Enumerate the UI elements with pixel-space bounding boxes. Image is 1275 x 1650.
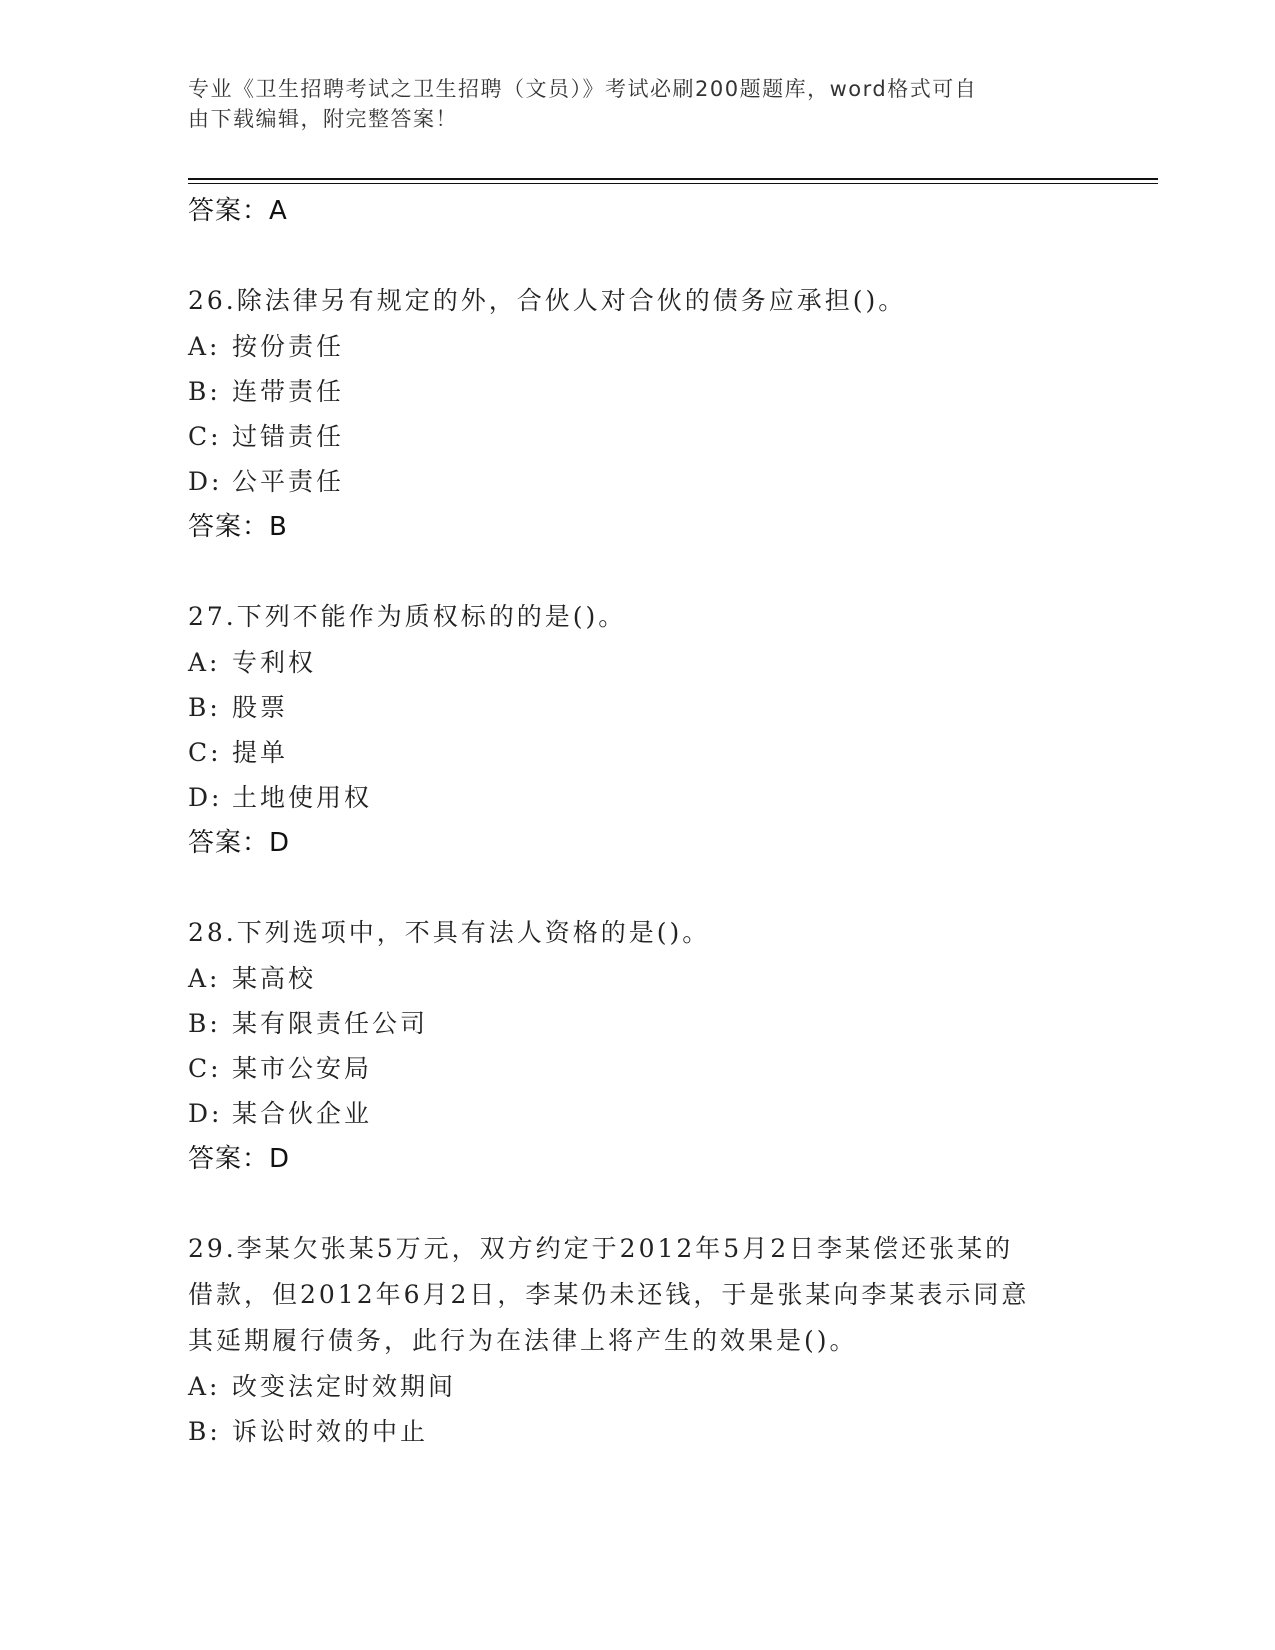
option-d bbox=[188, 459, 1088, 504]
option-key: D: bbox=[188, 783, 223, 812]
question-list bbox=[188, 188, 1088, 1454]
option-c bbox=[188, 1046, 1088, 1091]
option-text: 土地使用权 bbox=[232, 783, 373, 812]
option-text: 某高校 bbox=[232, 964, 317, 993]
option-a bbox=[188, 956, 1088, 1001]
option-text: 某合伙企业 bbox=[232, 1099, 373, 1128]
question-item bbox=[188, 1226, 1088, 1454]
answer-line: 答案：D bbox=[188, 828, 291, 858]
option-key: A: bbox=[188, 964, 221, 993]
option-key: B: bbox=[188, 1417, 221, 1446]
option-b bbox=[188, 685, 1088, 730]
option-key: B: bbox=[188, 1009, 221, 1038]
answer-line: 答案：A bbox=[188, 196, 288, 226]
header-line-1: 专业《卫生招聘考试之卫生招聘（文员）》考试必刷200题题库，word格式可自 bbox=[188, 77, 978, 101]
option-text: 按份责任 bbox=[232, 332, 345, 361]
question-stem-line-3: 其延期履行债务，此行为在法律上将产生的效果是()。 bbox=[188, 1326, 858, 1355]
option-key: A: bbox=[188, 1372, 221, 1401]
option-text: 提单 bbox=[232, 738, 289, 767]
option-key: D: bbox=[188, 467, 223, 496]
question-stem-line-2: 借款，但2012年6月2日，李某仍未还钱，于是张某向李某表示同意 bbox=[188, 1280, 1030, 1309]
option-key: A: bbox=[188, 332, 221, 361]
question-stem-line-1: 29.李某欠张某5万元，双方约定于2012年5月2日李某偿还张某的 bbox=[188, 1234, 1014, 1263]
option-key: A: bbox=[188, 648, 221, 677]
option-key: B: bbox=[188, 693, 221, 722]
option-text: 股票 bbox=[232, 693, 289, 722]
option-text: 诉讼时效的中止 bbox=[232, 1417, 429, 1446]
document-header bbox=[188, 74, 1068, 134]
header-line-2: 由下载编辑，附完整答案！ bbox=[188, 107, 458, 131]
option-c bbox=[188, 730, 1088, 775]
option-text: 某有限责任公司 bbox=[232, 1009, 429, 1038]
option-a bbox=[188, 1364, 1088, 1409]
option-b bbox=[188, 369, 1088, 414]
option-text: 公平责任 bbox=[232, 467, 345, 496]
question-item bbox=[188, 278, 1088, 550]
question-stem: 28.下列选项中，不具有法人资格的是()。 bbox=[188, 918, 711, 947]
answer-line: 答案：D bbox=[188, 1144, 291, 1174]
option-text: 过错责任 bbox=[232, 422, 345, 451]
option-key: C: bbox=[188, 422, 222, 451]
option-b bbox=[188, 1409, 1088, 1454]
option-key: D: bbox=[188, 1099, 223, 1128]
option-text: 某市公安局 bbox=[232, 1054, 373, 1083]
option-key: C: bbox=[188, 738, 222, 767]
option-key: C: bbox=[188, 1054, 222, 1083]
option-c bbox=[188, 414, 1088, 459]
header-rule-thick bbox=[188, 178, 1158, 180]
option-key: B: bbox=[188, 377, 221, 406]
option-text: 改变法定时效期间 bbox=[232, 1372, 457, 1401]
question-item bbox=[188, 910, 1088, 1182]
answer-line: 答案：B bbox=[188, 512, 288, 542]
option-b bbox=[188, 1001, 1088, 1046]
option-a bbox=[188, 640, 1088, 685]
option-a bbox=[188, 324, 1088, 369]
question-item bbox=[188, 594, 1088, 866]
option-d bbox=[188, 1091, 1088, 1136]
question-stem: 27.下列不能作为质权标的的是()。 bbox=[188, 602, 627, 631]
question-stem: 26.除法律另有规定的外，合伙人对合伙的债务应承担()。 bbox=[188, 286, 907, 315]
option-text: 连带责任 bbox=[232, 377, 345, 406]
option-text: 专利权 bbox=[232, 648, 317, 677]
option-d bbox=[188, 775, 1088, 820]
header-rule-thin bbox=[188, 183, 1158, 184]
